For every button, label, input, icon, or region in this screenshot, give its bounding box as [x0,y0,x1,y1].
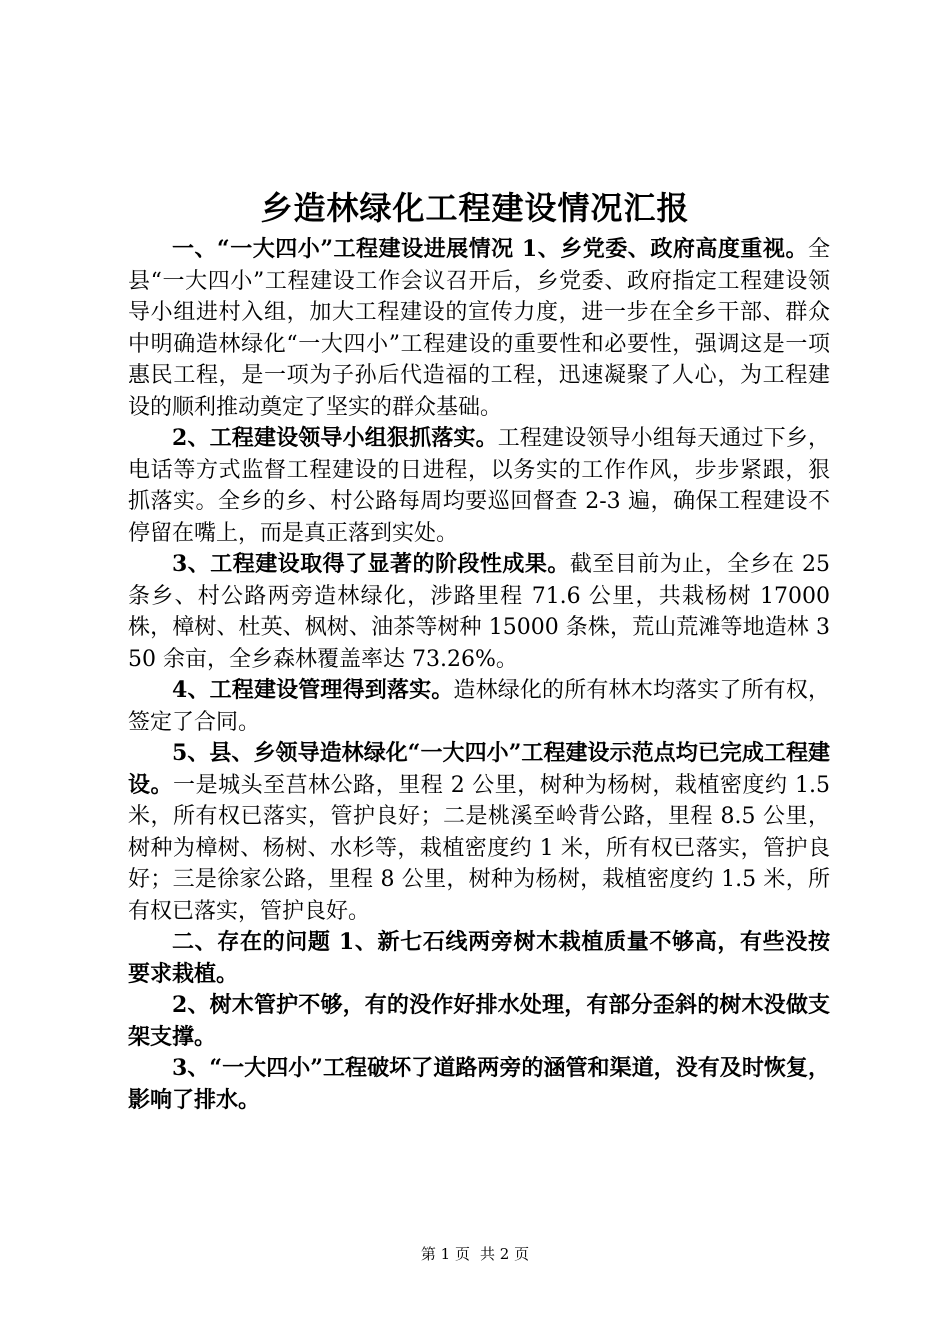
paragraph-lead: 一、“一大四小”工程建设进展情况 1、乡党委、政府高度重视。 [172,236,808,262]
paragraph-text: 造林绿化的所有林木均落实了所有权，签定了合同。 [128,678,830,735]
page-total: 共 2 页 [480,1245,530,1263]
paragraph-3 [128,549,830,675]
paragraph-7 [128,990,830,1053]
paragraph-5 [128,738,830,927]
paragraph-text: 工程建设领导小组每天通过下乡，电话等方式监督工程建设的日进程，以务实的工作作风，步步紧跟，狠抓落实。全乡的乡、村公路每周均要巡回督查 2-3 遍，确保工程建设不停留在嘴上，而是真正落到实处。 [128,426,830,546]
page-footer [0,1244,950,1264]
paragraph-text: 截至目前为止，全乡在 25 条乡、村公路两旁造林绿化，涉路里程 71.6 公里，共栽杨树 17000 株，樟树、杜英、枫树、油茶等树种 15000 条株，荒山荒滩等地造林 350 余亩，全乡森林覆盖率达 73.26%。 [128,552,830,672]
paragraph-4 [128,675,830,738]
paragraph-lead: 3、工程建设取得了显著的阶段性成果。 [172,551,570,577]
paragraph-lead: 2、树木管护不够，有的没作好排水处理，有部分歪斜的树木没做支架支撑。 [128,992,830,1050]
document-body [128,234,830,1116]
paragraph-1 [128,234,830,423]
paragraph-text: 全县“一大四小”工程建设工作会议召开后，乡党委、政府指定工程建设领导小组进村入组，加大工程建设的宣传力度，进一步在全乡干部、群众中明确造林绿化“一大四小”工程建设的重要性和必要性，强调这是一项惠民工程，是一项为子孙后代造福的工程，迅速凝聚了人心，为工程建设的顺利推动奠定了坚实的群众基础。 [128,237,830,420]
paragraph-lead: 4、工程建设管理得到落实。 [172,677,454,703]
page-number: 第 1 页 [420,1245,470,1263]
paragraph-lead: 二、存在的问题 1、新七石线两旁树木栽植质量不够高，有些没按要求栽植。 [128,929,830,987]
paragraph-lead: 2、工程建设领导小组狠抓落实。 [172,425,498,451]
paragraph-8 [128,1053,830,1116]
document-title: 乡造林绿化工程建设情况汇报 [260,189,690,227]
paragraph-text: 一是城头至莒林公路，里程 2 公里，树种为杨树，栽植密度约 1.5 米，所有权已落实，管护良好；二是桃溪至岭背公路，里程 8.5 公里，树种为樟树、杨树、水杉等，栽植密度约 1 米，所有权已落实，管护良好；三是徐家公路，里程 8 公里，树种为杨树，栽植密度约 1.5 米，所有权已落实，管护良好。 [128,772,830,924]
paragraph-lead: 5、县、乡领导造林绿化“一大四小”工程建设示范点均已完成工程建设。 [128,740,830,798]
paragraph-lead: 3、“一大四小”工程破坏了道路两旁的涵管和渠道，没有及时恢复，影响了排水。 [128,1055,830,1113]
paragraph-2 [128,423,830,549]
paragraph-6 [128,927,830,990]
